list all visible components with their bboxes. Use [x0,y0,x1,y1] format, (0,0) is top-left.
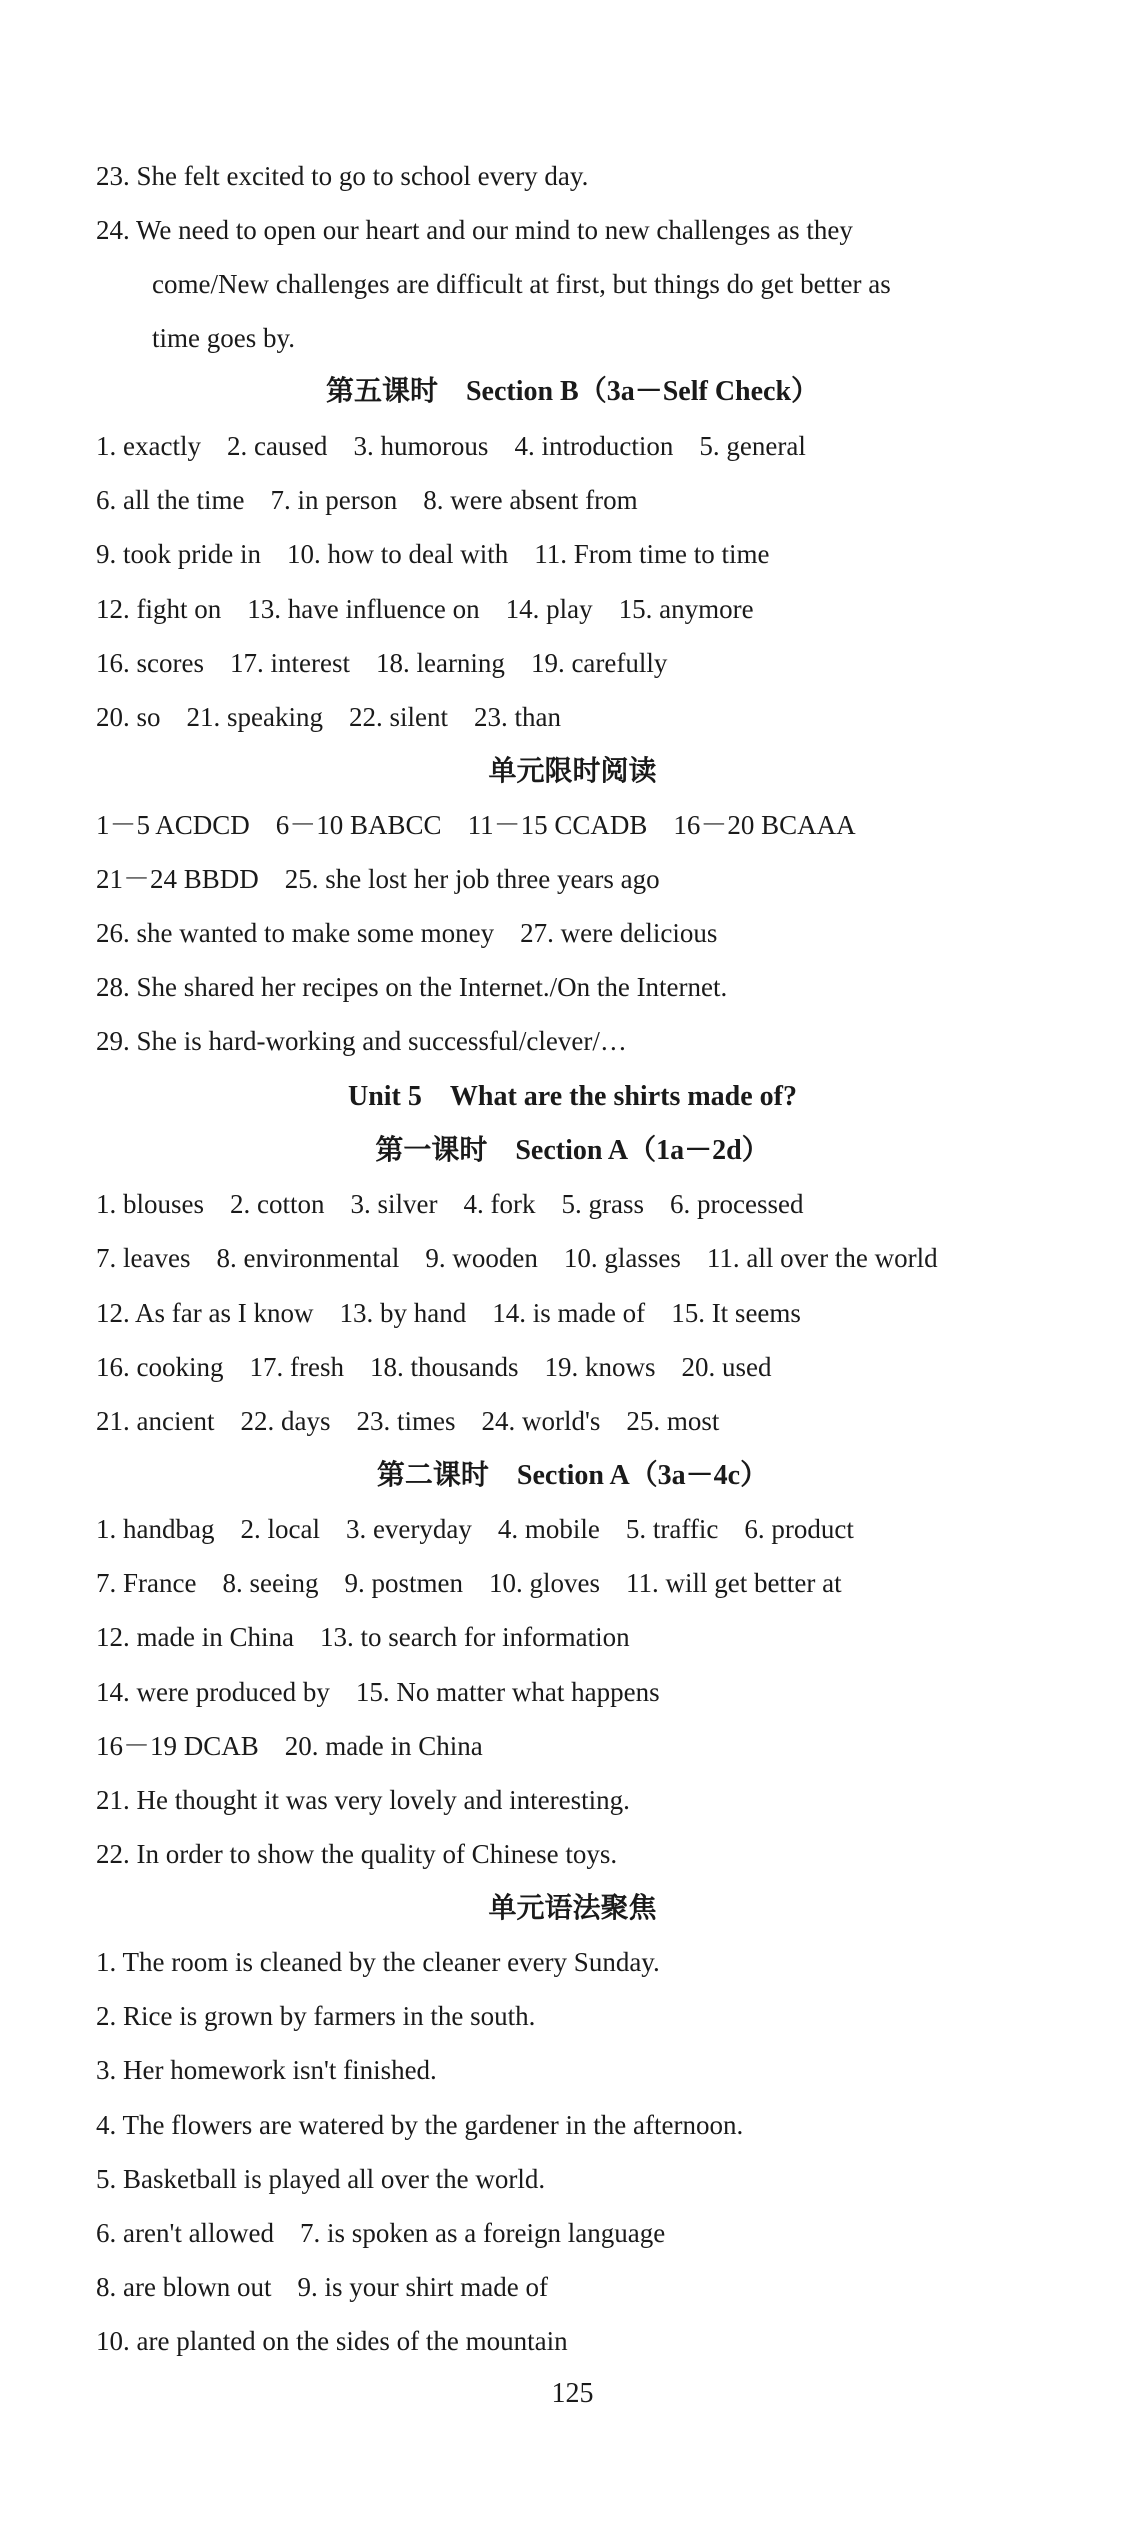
answer-line [96,969,727,1005]
answer-item: 10. gloves [488,1568,600,1598]
answer-item: 2. caused [226,431,328,461]
answer-item: 13. to search for information [319,1622,630,1652]
answer-item: 12. As far as I know [96,1298,314,1328]
answer-item: 28. She shared her recipes on the Internet./On the Internet. [96,972,728,1002]
answer-item: 10. how to deal with [286,539,509,569]
answer-line [96,1403,719,1439]
answer-line [96,1782,630,1818]
answer-item: 29. She is hard-working and successful/clever/… [96,1026,627,1056]
answer-line-24-cont2: time goes by. [152,323,295,353]
answer-item: 25. she lost her job three years ago [284,864,660,894]
answer-item: 4. The flowers are watered by the gardener in the afternoon. [96,2110,744,2140]
answer-item: 12. made in China [96,1622,294,1652]
answer-item: 8. environmental [216,1243,400,1273]
answer-item: 8. seeing [222,1568,319,1598]
answer-item: 7. in person [270,485,398,515]
answer-item: 6. product [744,1514,854,1544]
answer-line [96,1565,842,1601]
answer-item: 16－19 DCAB [96,1731,259,1761]
answer-line [96,1998,535,2034]
section-heading-lesson2: 第二课时 Section A（3a－4c） [376,1460,769,1491]
answer-item: 6. processed [669,1189,804,1219]
answer-line [96,915,717,951]
answer-item: 1. The room is cleaned by the cleaner every Sunday. [96,1947,660,1977]
answer-item: 9. wooden [425,1243,538,1273]
answer-item: 15. It seems [671,1298,801,1328]
answer-item: 21. ancient [96,1406,215,1436]
section-heading-lesson1: 第一课时 Section A（1a－2d） [375,1135,770,1166]
answer-item: 6. aren't allowed [96,2218,275,2248]
answer-item: 21. speaking [186,702,323,732]
answer-item: 17. interest [229,648,350,678]
answer-line [96,1240,938,1276]
answer-item: 27. were delicious [520,918,718,948]
answer-item: 7. leaves [96,1243,191,1273]
answer-item: 3. Her homework isn't finished. [96,2055,437,2085]
answer-item: 24. world's [481,1406,601,1436]
answer-line [96,807,856,843]
answer-item: 23. than [474,702,561,732]
answer-item: 8. were absent from [423,485,638,515]
answer-item: 20. made in China [284,1731,483,1761]
answer-item: 2. Rice is grown by farmers in the south. [96,2001,536,2031]
answer-item: 19. carefully [530,648,668,678]
answer-line-23: 23. She felt excited to go to school every day. [96,161,589,191]
answer-line [96,699,561,735]
answer-line [96,1023,627,1059]
answer-item: 18. learning [375,648,505,678]
answer-line [96,591,754,627]
answer-item: 2. cotton [230,1189,325,1219]
answer-line [96,2052,437,2088]
answer-item: 5. grass [561,1189,644,1219]
answer-line [96,1295,801,1331]
answer-line [96,482,638,518]
answer-item: 7. is spoken as a foreign language [300,2218,666,2248]
answer-item: 1. blouses [96,1189,204,1219]
section-heading-sec5: 第五课时 Section B（3a－Self Check） [325,376,820,407]
answer-item: 14. were produced by [96,1677,330,1707]
answer-item: 15. No matter what happens [355,1677,660,1707]
answer-item: 10. glasses [563,1243,681,1273]
answer-item: 4. fork [463,1189,536,1219]
answer-item: 8. are blown out [96,2272,272,2302]
answer-line-24-cont: come/New challenges are difficult at first, but things do get better as [152,269,891,299]
answer-line [96,1836,617,1872]
answer-item: 3. silver [350,1189,438,1219]
answer-item: 1－5 ACDCD [96,810,250,840]
answer-item: 22. In order to show the quality of Chinese toys. [96,1839,618,1869]
answer-item: 4. mobile [497,1514,600,1544]
answer-item: 18. thousands [369,1352,519,1382]
answer-item: 20. used [681,1352,772,1382]
answer-item: 25. most [626,1406,720,1436]
answer-item: 2. local [240,1514,320,1544]
answer-line [96,861,660,897]
answer-line [96,1728,483,1764]
section-heading-reading: 单元限时阅读 [488,756,657,787]
answer-item: 4. introduction [514,431,674,461]
answer-line [96,2215,665,2251]
answer-item: 14. is made of [492,1298,646,1328]
answer-item: 16. scores [96,648,204,678]
answer-item: 20. so [96,702,161,732]
answer-item: 5. general [699,431,806,461]
unit-title: Unit 5 What are the shirts made of? [347,1081,797,1112]
answer-item: 3. everyday [345,1514,472,1544]
answer-item: 1. handbag [96,1514,215,1544]
answer-item: 16－20 BCAAA [673,810,856,840]
answer-item: 6. all the time [96,485,245,515]
answer-item: 10. are planted on the sides of the mountain [96,2326,568,2356]
answer-item: 23. times [356,1406,456,1436]
answer-line [96,2269,548,2305]
answer-item: 21. He thought it was very lovely and interesting. [96,1785,630,1815]
answer-item: 17. fresh [249,1352,344,1382]
answer-item: 16. cooking [96,1352,224,1382]
answer-line [96,1944,660,1980]
answer-line [96,536,769,572]
answer-line-24: 24. We need to open our heart and our mind to new challenges as they [96,215,853,245]
answer-item: 22. silent [349,702,448,732]
answer-line [96,428,806,464]
answer-item: 6－10 BABCC [275,810,442,840]
section-heading-grammar: 单元语法聚焦 [488,1893,657,1924]
answer-item: 22. days [240,1406,331,1436]
answer-line [96,2161,545,2197]
answer-line [96,645,667,681]
answer-item: 26. she wanted to make some money [96,918,495,948]
answer-line [96,1186,803,1222]
answer-item: 11. will get better at [625,1568,842,1598]
answer-item: 12. fight on [96,594,222,624]
answer-item: 9. is your shirt made of [297,2272,548,2302]
answer-line [96,1511,854,1547]
answer-item: 7. France [96,1568,197,1598]
answer-item: 11. From time to time [534,539,770,569]
answer-item: 9. took pride in [96,539,261,569]
answer-line [96,1674,660,1710]
answer-item: 19. knows [544,1352,656,1382]
answer-item: 13. have influence on [247,594,480,624]
answer-item: 5. traffic [625,1514,719,1544]
answer-item: 11. all over the world [706,1243,938,1273]
answer-item: 13. by hand [339,1298,467,1328]
answer-item: 14. play [505,594,593,624]
answer-item: 1. exactly [96,431,201,461]
answer-line [96,1349,772,1385]
answer-item: 21－24 BBDD [96,864,259,894]
answer-item: 5. Basketball is played all over the world. [96,2164,546,2194]
page-number: 125 [551,2378,594,2409]
answer-item: 3. humorous [353,431,489,461]
answer-item: 9. postmen [344,1568,463,1598]
answer-line [96,2323,568,2359]
answer-line [96,1619,630,1655]
answer-item: 15. anymore [618,594,754,624]
answer-line [96,2107,743,2143]
answer-item: 11－15 CCADB [467,810,648,840]
